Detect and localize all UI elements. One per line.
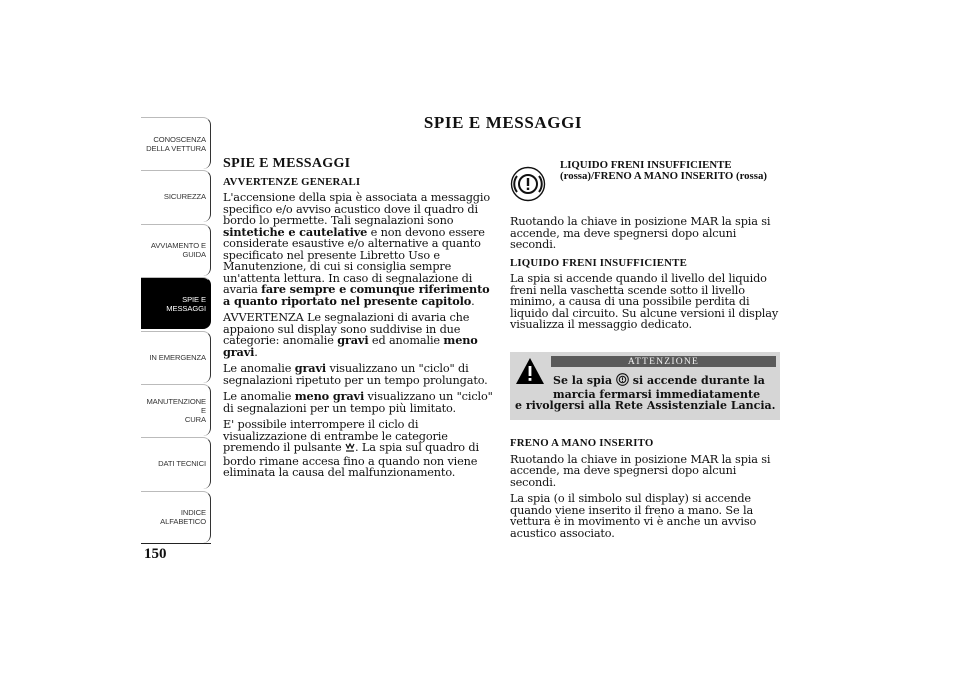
paragraph-gravi: Le anomalie gravi visualizzano un "ciclo" di segnalazioni ripetuto per un tempo prolungato. (223, 361, 488, 387)
page-number: 150 (144, 546, 167, 562)
right-column-bottom (510, 438, 780, 544)
tab-indice[interactable]: INDICE ALFABETICO (141, 491, 211, 543)
chapter-tabs (141, 117, 211, 544)
paragraph-freno-mano-1: Ruotando la chiave in posizione MAR la spia si accende, ma deve spegnersi dopo alcuni secondi. (510, 452, 771, 489)
tab-dati-tecnici[interactable]: DATI TECNICI (141, 437, 211, 489)
brake-warning-small-icon (616, 373, 629, 389)
tab-manutenzione[interactable]: MANUTENZIONE E CURA (141, 384, 211, 436)
tab-conoscenza[interactable]: CONOSCENZA DELLA VETTURA (141, 117, 211, 169)
paragraph-ciclo: E' possibile interrompere il ciclo di visualizzazione di entrambe le categorie premendo il pulsante . La spia sul quadro di bordo rimane accesa fino a quando non viene eliminata la causa del malfunzionamento. (223, 418, 479, 479)
right-column-top (510, 216, 780, 336)
page-title: SPIE E MESSAGGI (423, 113, 583, 132)
left-column (223, 158, 493, 484)
brake-warning-icon (510, 166, 546, 202)
subsection-freno-mano: FRENO A MANO INSERITO (510, 437, 654, 449)
attention-text: Se la spia si accende durante la marcia fermarsi immediatamente e rivolgersi alla Rete Assistenziale Lancia. (515, 374, 776, 412)
paragraph-avvertenza: AVVERTENZA Le segnalazioni di avaria che appaiono sul display sono suddivise in due categorie: anomalie gravi ed anomalie meno gravi. (223, 311, 478, 359)
attention-box (510, 352, 780, 420)
tab-emergenza[interactable]: IN EMERGENZA (141, 331, 211, 383)
tab-spie-messaggi[interactable]: SPIE E MESSAGGI (141, 277, 211, 329)
paragraph-general: L'accensione della spia è associata a messaggio specifico e/o avviso acustico dove il quadro di bordo lo permette. Tali segnalazioni sono sintetiche e cautelative e non devono essere considerate esaustive e/o alternative a quanto specificato nel presente Libretto Uso e Manutenzione, di cui si consiglia sempre un'attenta lettura. In caso di segnalazione di avaria fare sempre e comunque riferimento a quanto riportato nel presente capitolo. (223, 191, 490, 308)
paragraph-liquido: La spia si accende quando il livello del liquido freni nella vaschetta scende sotto il livello minimo, a causa di una possibile perdita di liquido dal circuito. Su alcune versioni il display visualizza il messaggio dedicato. (510, 272, 779, 331)
paragraph-meno-gravi: Le anomalie meno gravi visualizzano un "ciclo" di segnalazioni per un tempo più limitato. (223, 389, 493, 415)
tab-avviamento[interactable]: AVVIAMENTO E GUIDA (141, 224, 211, 276)
section-title: SPIE E MESSAGGI (223, 156, 351, 171)
paragraph-brake-check: Ruotando la chiave in posizione MAR la spia si accende, ma deve spegnersi dopo alcuni secondi. (510, 215, 771, 251)
mode-button-icon (345, 442, 355, 456)
subsection-liquido: LIQUIDO FRENI INSUFFICIENTE (510, 256, 687, 269)
subsection-title: AVVERTENZE GENERALI (223, 175, 361, 188)
page-divider (141, 543, 211, 544)
paragraph-freno-mano-2: La spia (o il simbolo sul display) si accende quando viene inserito il freno a mano. Se la vettura è in movimento vi è anche un avviso acustico associato. (510, 492, 757, 540)
brake-warning-title: LIQUIDO FRENI INSUFFICIENTE (rossa)/FRENO A MANO INSERITO (rossa) (560, 159, 767, 182)
attention-header: ATTENZIONE (551, 356, 776, 367)
tab-sicurezza[interactable]: SICUREZZA (141, 170, 211, 222)
